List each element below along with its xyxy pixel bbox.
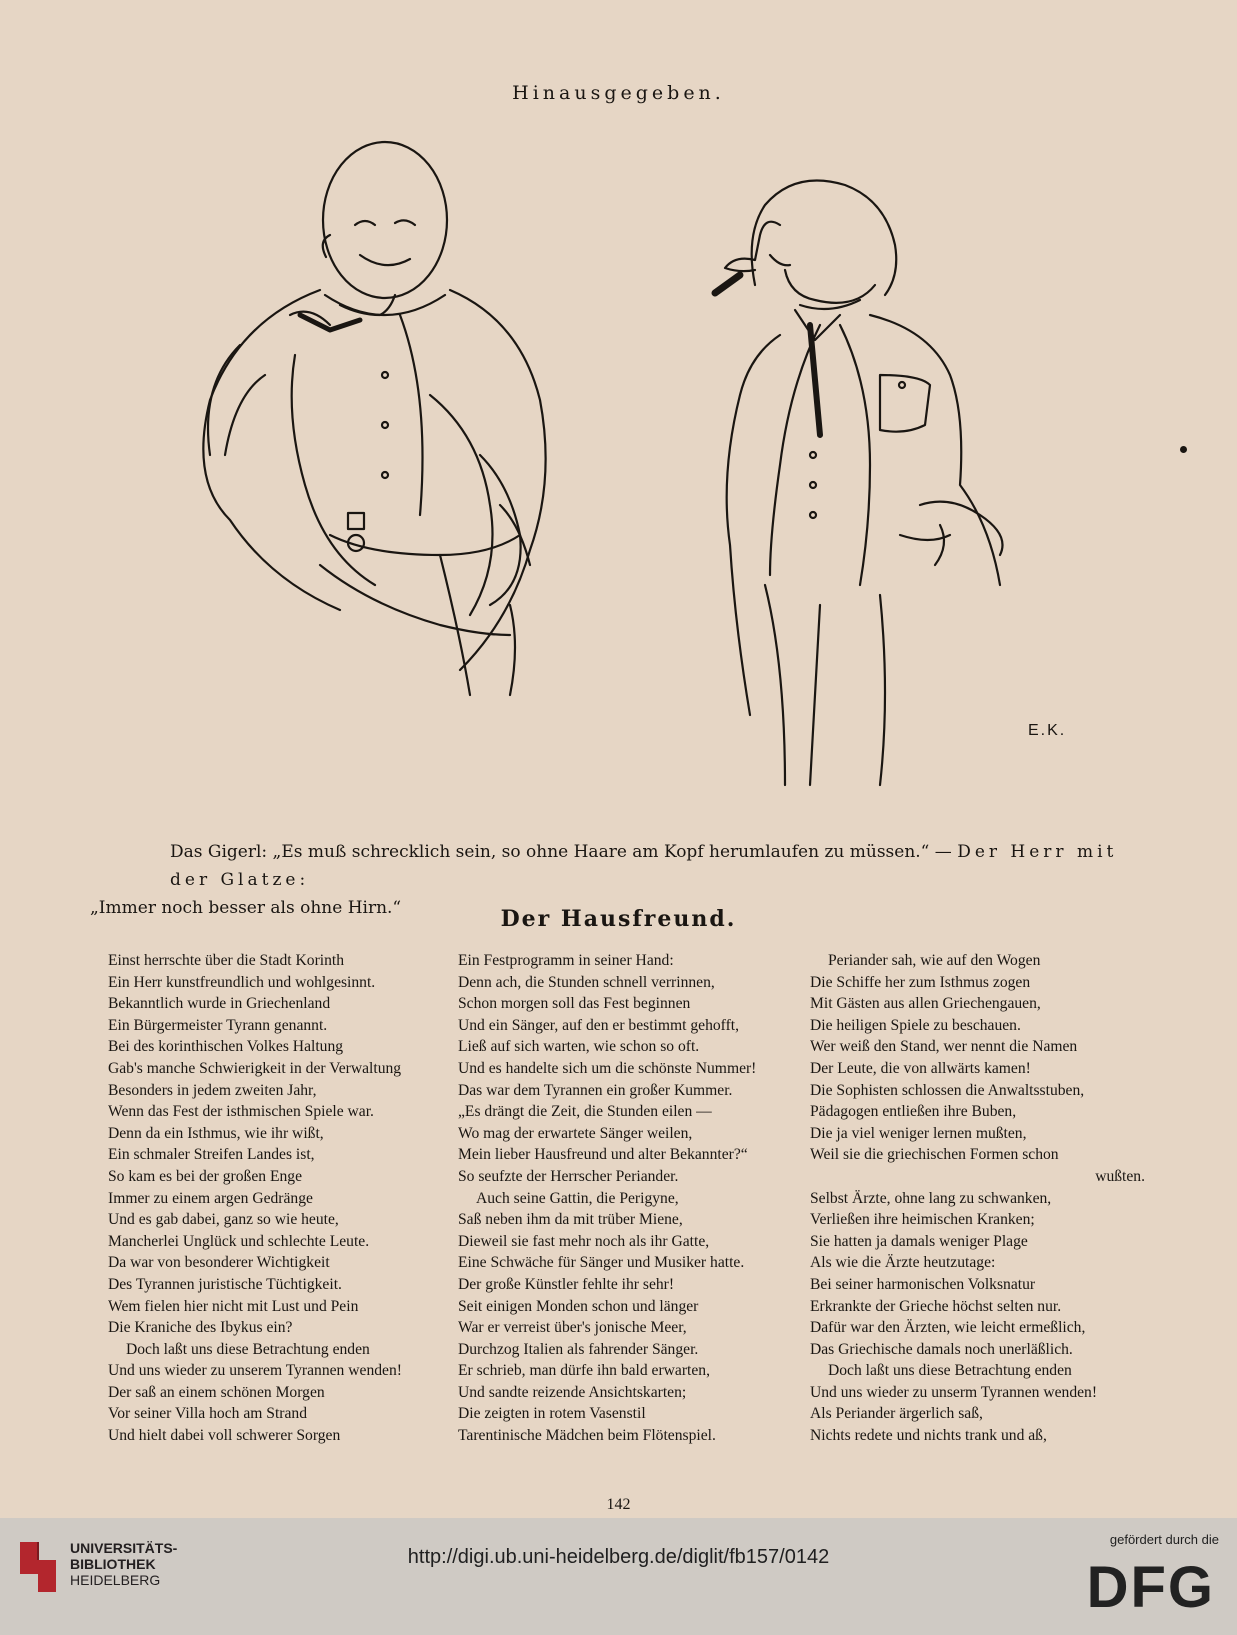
poem-line: Mancherlei Unglück und schlechte Leute. <box>108 1232 370 1250</box>
poem-line: Ein Festprogramm in seiner Hand: <box>458 952 674 969</box>
artist-signature: E.K. <box>1028 722 1067 739</box>
poem-line: Der große Künstler fehlte ihr sehr! <box>458 1275 675 1293</box>
poem-line: Da war von besonderer Wichtigkeit <box>108 1254 330 1272</box>
poem-line: Wenn das Fest der isthmischen Spiele war. <box>108 1103 374 1121</box>
poem-line: wußten. <box>1095 1167 1145 1185</box>
dfg-logo: DFG <box>1086 1555 1215 1620</box>
poem-line: Ein Herr kunstfreundlich und wohlgesinnt. <box>108 973 376 991</box>
poem-line: Und es gab dabei, ganz so wie heute, <box>108 1211 339 1229</box>
funded-by-text: gefördert durch die <box>1109 1532 1219 1547</box>
poem-line: Saß neben ihm da mit trüber Miene, <box>458 1211 683 1229</box>
poem-column-1 <box>108 950 438 1447</box>
poem-line: Die heiligen Spiele zu beschauen. <box>810 1016 1021 1034</box>
library-name-line-2: BIBLIOTHEK <box>70 1556 156 1572</box>
caption-line-1 <box>90 838 1150 894</box>
page-number: 142 <box>606 1496 631 1513</box>
poem-line: Auch seine Gattin, die Perigyne, <box>476 1189 679 1207</box>
poem-line: Periander sah, wie auf den Wogen <box>828 952 1041 969</box>
poem-line: Und es handelte sich um die schönste Nummer! <box>458 1059 757 1077</box>
poem-line: Als wie die Ärzte heutzutage: <box>810 1254 996 1272</box>
poem-line: Die Sophisten schlossen die Anwaltsstuben, <box>810 1081 1085 1099</box>
poem-line: Wo mag der erwartete Sänger weilen, <box>458 1124 693 1142</box>
poem-line: Besonders in jedem zweiten Jahr, <box>108 1081 317 1099</box>
poem-line: Tarentinische Mädchen beim Flötenspiel. <box>458 1427 716 1445</box>
poem-line: Denn ach, die Stunden schnell verrinnen, <box>458 973 715 991</box>
poem-line: Weil sie die griechischen Formen schon <box>810 1146 1059 1164</box>
poem-line: Das Griechische damals noch unerläßlich. <box>810 1340 1073 1358</box>
poem-line: So kam es bei der großen Enge <box>108 1167 303 1185</box>
poem-line: Bei des korinthischen Volkes Haltung <box>108 1038 344 1056</box>
poem-line: Dieweil sie fast mehr noch als ihr Gatte, <box>458 1232 710 1250</box>
poem-line: Wem fielen hier nicht mit Lust und Pein <box>108 1297 359 1315</box>
poem-line: Ein schmaler Streifen Landes ist, <box>108 1146 315 1164</box>
poem-line: War er verreist über's jonische Meer, <box>458 1319 687 1337</box>
cartoon-illustration <box>180 125 1180 825</box>
poem-line: Mein lieber Hausfreund und alter Bekannter?“ <box>458 1146 748 1164</box>
poem-line: Des Tyrannen juristische Tüchtigkeit. <box>108 1275 342 1293</box>
poem-line: Und hielt dabei voll schwerer Sorgen <box>108 1427 341 1445</box>
poem-line: Dafür war den Ärzten, wie leicht ermeßlich, <box>810 1319 1086 1337</box>
poem-line: Die Kraniche des Ibykus ein? <box>108 1319 293 1337</box>
poem-line: Und uns wieder zu unserm Tyrannen wenden! <box>810 1383 1098 1401</box>
page-heading: Hinausgegeben. <box>512 82 725 104</box>
poem-line: Nichts redete und nichts trank und aß, <box>810 1427 1047 1445</box>
caption-dialogue: Das Gigerl: „Es muß schrecklich sein, so ohne Haare am Kopf herumlaufen zu müssen.“ — <box>170 842 952 862</box>
poem-line: Sie hatten ja damals weniger Plage <box>810 1232 1028 1250</box>
library-name-line-1: UNIVERSITÄTS- <box>70 1540 178 1556</box>
poem-line: Der saß an einem schönen Morgen <box>108 1383 325 1401</box>
poem-line: Pädagogen entließen ihre Buben, <box>810 1103 1017 1121</box>
poem-line: Und sandte reizende Ansichtskarten; <box>458 1383 687 1401</box>
poem-line: Denn da ein Isthmus, wie ihr wißt, <box>108 1124 324 1142</box>
poem-line: Und uns wieder zu unserem Tyrannen wenden! <box>108 1362 402 1380</box>
poem-column-3 <box>810 950 1155 1447</box>
poem-line: Doch laßt uns diese Betrachtung enden <box>126 1340 370 1358</box>
poem-line: Er schrieb, man dürfe ihn bald erwarten, <box>458 1362 710 1380</box>
poem-line: Bekanntlich wurde in Griechenland <box>108 995 331 1013</box>
page-url-link[interactable]: http://digi.ub.uni-heidelberg.de/diglit/fb157/0142 <box>407 1546 830 1568</box>
caption-line-2: „Immer noch besser als ohne Hirn.“ <box>90 898 402 918</box>
poem-line: Seit einigen Monden schon und länger <box>458 1297 699 1315</box>
poem-line: Ließ auf sich warten, wie schon so oft. <box>458 1038 700 1056</box>
poem-line: Einst herrschte über die Stadt Korinth <box>108 952 345 969</box>
poem-line: Schon morgen soll das Fest beginnen <box>458 995 691 1013</box>
poem-line: Mit Gästen aus allen Griechengauen, <box>810 995 1041 1013</box>
poem-line: Die zeigten in rotem Vasenstil <box>458 1405 646 1423</box>
poem-line: Und ein Sänger, auf den er bestimmt gehofft, <box>458 1016 739 1034</box>
caption-speaker: Der Herr mit der Glatze: <box>170 842 1118 890</box>
poem-line: Eine Schwäche für Sänger und Musiker hatte. <box>458 1254 745 1272</box>
fat-man-figure <box>203 142 545 695</box>
library-name-line-3: HEIDELBERG <box>70 1572 161 1588</box>
poem-line: Der Leute, die von allwärts kamen! <box>810 1059 1031 1077</box>
poem-line: Als Periander ärgerlich saß, <box>810 1405 983 1423</box>
poem-line: Gab's manche Schwierigkeit in der Verwaltung <box>108 1059 402 1077</box>
poem-line: Selbst Ärzte, ohne lang zu schwanken, <box>810 1189 1052 1207</box>
poem-line: Das war dem Tyrannen ein großer Kummer. <box>458 1081 733 1099</box>
poem-line: „Es drängt die Zeit, die Stunden eilen — <box>458 1103 712 1121</box>
poem-line: Verließen ihre heimischen Kranken; <box>810 1211 1035 1229</box>
poem-title: Der Hausfreund. <box>500 906 737 932</box>
poem-line: Ein Bürgermeister Tyrann genannt. <box>108 1016 328 1034</box>
margin-dot <box>1180 446 1187 453</box>
poem-line: Wer weiß den Stand, wer nennt die Namen <box>810 1038 1078 1056</box>
dandy-figure <box>715 181 1003 786</box>
poem-line: Durchzog Italien als fahrender Sänger. <box>458 1340 699 1358</box>
poem-line: Doch laßt uns diese Betrachtung enden <box>828 1362 1072 1380</box>
poem-line: So seufzte der Herrscher Periander. <box>458 1167 679 1185</box>
poem-line: Die Schiffe her zum Isthmus zogen <box>810 973 1031 991</box>
poem-line: Bei seiner harmonischen Volksnatur <box>810 1275 1036 1293</box>
poem-line: Erkrankte der Grieche höchst selten nur. <box>810 1297 1062 1315</box>
poem-column-2 <box>458 950 798 1447</box>
footer-bar <box>0 1518 1237 1635</box>
poem-line: Immer zu einem argen Gedränge <box>108 1189 313 1207</box>
poem-line: Die ja viel weniger lernen mußten, <box>810 1124 1027 1142</box>
poem-line: Vor seiner Villa hoch am Strand <box>108 1405 308 1423</box>
